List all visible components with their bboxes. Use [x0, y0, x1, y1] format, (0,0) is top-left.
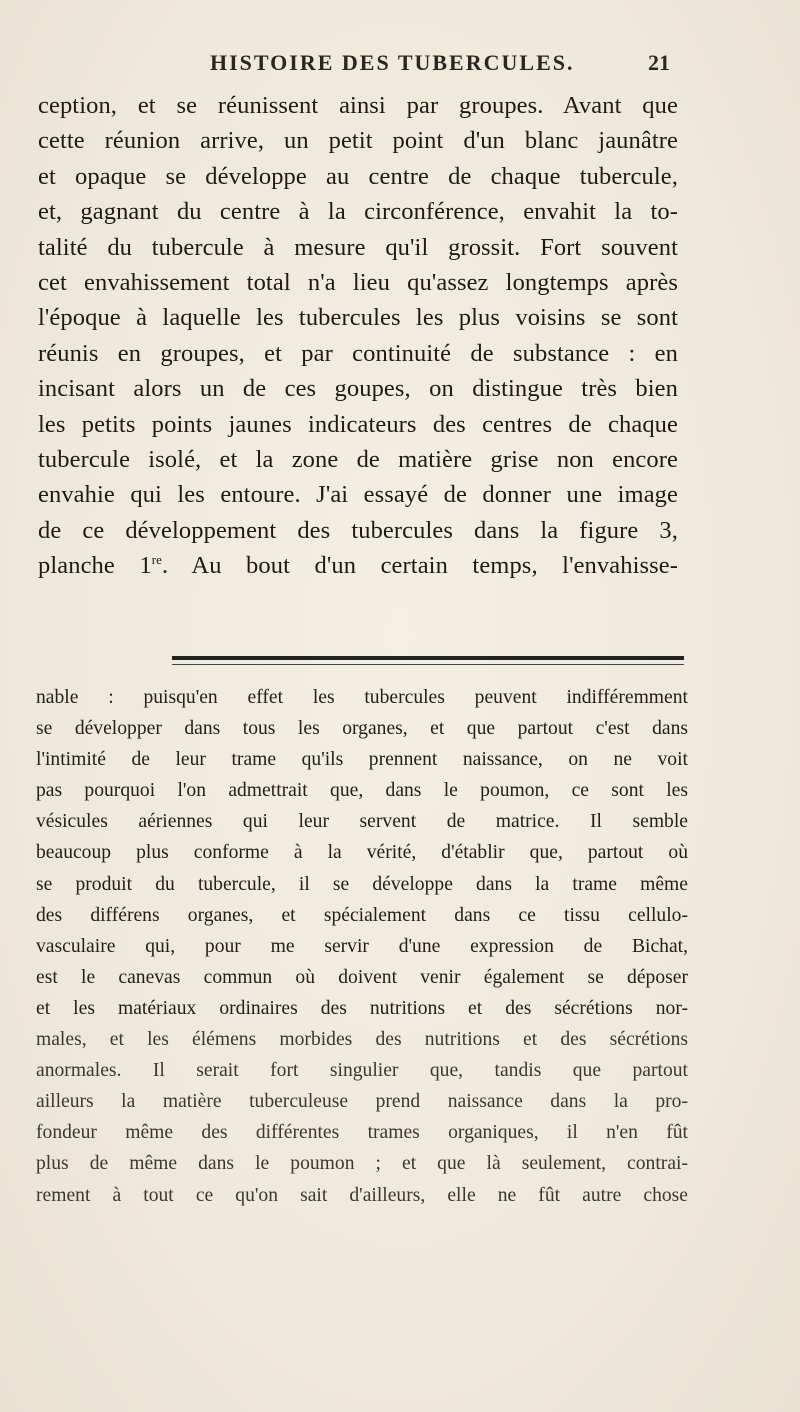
running-head	[210, 50, 670, 82]
footnote-line: et les matériaux ordinaires des nutritions et des sécrétions nor-	[36, 997, 688, 1019]
footnote-line: l'intimité de leur trame qu'ils prennent naissance, on ne voit	[36, 749, 688, 771]
footnote-line: rement à tout ce qu'on sait d'ailleurs, elle ne fût autre chose	[36, 1184, 688, 1206]
footnote-line: beaucoup plus conforme à la vérité, d'établir que, partout où	[36, 842, 688, 864]
running-title: HISTOIRE DES TUBERCULES.	[210, 50, 575, 75]
main-text	[38, 88, 678, 583]
text-line: tubercule isolé, et la zone de matière grise non encore	[38, 445, 678, 473]
text-fragment: planche 1	[38, 552, 152, 580]
text-line: réunis en groupes, et par continuité de substance : en	[38, 339, 678, 367]
footnote-line: des différens organes, et spécialement dans ce tissu cellulo-	[36, 904, 688, 926]
text-line: les petits points jaunes indicateurs des centres de chaque	[38, 410, 678, 438]
footnote-line: vasculaire qui, pour me servir d'une expression de Bichat,	[36, 935, 688, 957]
text-line: incisant alors un de ces goupes, on distingue très bien	[38, 375, 678, 403]
text-line: cette réunion arrive, un petit point d'un blanc jaunâtre	[38, 127, 678, 155]
page-number: 21	[648, 50, 670, 75]
text-line: et opaque se développe au centre de chaque tubercule,	[38, 162, 678, 190]
footnote-rule	[172, 656, 684, 660]
text-line: ception, et se réunissent ainsi par groupes. Avant que	[38, 92, 678, 119]
text-line-last	[38, 548, 678, 583]
superscript-re: re	[151, 551, 163, 567]
footnote-line: fondeur même des différentes trames organiques, il n'en fût	[36, 1122, 688, 1144]
footnote-line: males, et les élémens morbides des nutritions et des sécrétions	[36, 1029, 688, 1051]
footnote-line: plus de même dans le poumon ; et que là seulement, contrai-	[36, 1153, 688, 1175]
footnote-line: nable : puisqu'en effet les tubercules peuvent indifféremment	[36, 687, 688, 708]
footnote-line: se produit du tubercule, il se développe dans la trame même	[36, 873, 688, 895]
text-line: de ce développement des tubercules dans la figure 3,	[38, 516, 678, 544]
text-line: talité du tubercule à mesure qu'il grossit. Fort souvent	[38, 233, 678, 261]
footnote-line: ailleurs la matière tuberculeuse prend naissance dans la pro-	[36, 1091, 688, 1113]
text-line: et, gagnant du centre à la circonférence, envahit la to-	[38, 198, 678, 226]
text-fragment: . Au bout d'un certain temps, l'envahisse-	[162, 552, 678, 580]
footnote-line: anormales. Il serait fort singulier que, tandis que partout	[36, 1060, 688, 1082]
footnote-line: est le canevas commun où doivent venir également se déposer	[36, 966, 688, 988]
footnote-line: pas pourquoi l'on admettrait que, dans le poumon, ce sont les	[36, 780, 688, 802]
text-line: cet envahissement total n'a lieu qu'assez longtemps après	[38, 268, 678, 296]
footnote-rule-thin	[172, 664, 684, 665]
text-line: envahie qui les entoure. J'ai essayé de donner une image	[38, 481, 678, 509]
text-line: l'époque à laquelle les tubercules les plus voisins se sont	[38, 304, 678, 332]
footnote-text	[36, 682, 688, 1211]
footnote-line: se développer dans tous les organes, et que partout c'est dans	[36, 718, 688, 740]
footnote-line: vésicules aériennes qui leur servent de matrice. Il semble	[36, 811, 688, 833]
